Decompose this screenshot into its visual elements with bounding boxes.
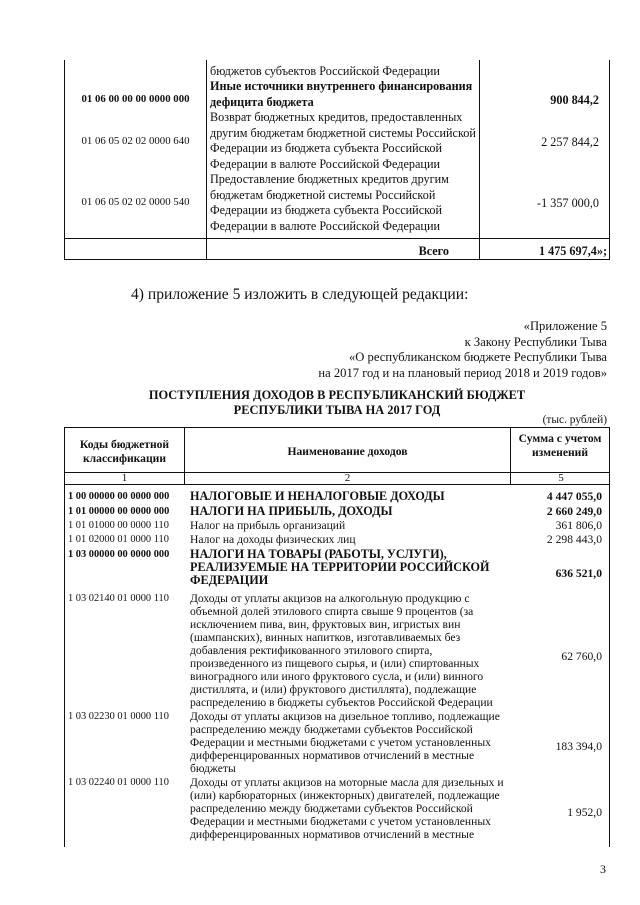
table-cell-code: 01 06 00 00 00 0000 000 — [81, 93, 190, 105]
appendix-header — [318, 319, 607, 381]
row-divider — [65, 238, 609, 239]
row-code: 1 00 00000 00 0000 000 — [68, 491, 170, 502]
units-label: (тыс. рублей) — [542, 414, 607, 426]
row-name: НАЛОГИ НА ТОВАРЫ (РАБОТЫ, УСЛУГИ), РЕАЛИЗУЕМЫЕ НА ТЕРРИТОРИИ РОССИЙСКОЙ ФЕДЕРАЦИИ — [190, 547, 490, 587]
row-code: 1 03 02230 01 0000 110 — [68, 711, 169, 722]
total-label: Всего — [418, 244, 449, 258]
row-name: Доходы от уплаты акцизов на моторные масла для дизельных и (или) карбюраторных (инжекторных) двигателей, подлежащие распределению между бюджетами субъектов Российской Федерации и местными бюджетами с учетом установленных дифференцированных нормативов отчислений в местные — [190, 776, 504, 841]
table-cell-name: Иные источники внутреннего финансирования дефицита бюджета — [210, 79, 473, 109]
page-number: 3 — [600, 862, 606, 876]
title-line: ПОСТУПЛЕНИЯ ДОХОДОВ В РЕСПУБЛИКАНСКИЙ БЮДЖЕТ — [148, 388, 526, 402]
row-code: 1 03 02140 01 0000 110 — [68, 593, 169, 604]
row-value: 62 760,0 — [561, 650, 602, 663]
table-cell-value: 2 257 844,2 — [541, 135, 599, 149]
table-cell-code: 01 06 05 02 02 0000 640 — [81, 135, 190, 147]
row-code: 1 01 01000 00 0000 110 — [68, 520, 169, 531]
row-value: 636 521,0 — [555, 567, 602, 580]
row-name: Доходы от уплаты акцизов на дизельное топливо, подлежащие распределению между бюджетами субъектов Российской Федерации и местными бюджетами с учетом установленных дифференцированных нормативов отчислений в местные бюджеты — [190, 710, 500, 775]
row-name: НАЛОГИ НА ПРИБЫЛЬ, ДОХОДЫ — [190, 504, 393, 518]
header-codes: Коды бюджетной классификации — [79, 438, 170, 465]
row-code: 1 03 00000 00 0000 000 — [68, 549, 170, 560]
column-divider — [479, 60, 480, 259]
appendix-line: «О республиканском бюджете Республики Тыва — [349, 350, 607, 364]
row-code: 1 01 00000 00 0000 000 — [68, 506, 170, 517]
table-cell-name: Возврат бюджетных кредитов, предоставленных другим бюджетам бюджетной системы Российской Федерации из бюджета субъекта Российской Федерации в валюте Российской Федерации — [210, 110, 476, 171]
row-value: 183 394,0 — [555, 740, 602, 753]
table-cell-value: -1 357 000,0 — [537, 196, 599, 210]
row-name: Налог на доходы физических лиц — [190, 533, 356, 546]
total-value: 1 475 697,4»; — [538, 244, 607, 258]
appendix-line: «Приложение 5 — [523, 319, 607, 333]
table-cell-code: 01 06 05 02 02 0000 540 — [81, 196, 190, 208]
page-title — [64, 388, 610, 418]
table-cell-value: 900 844,2 — [550, 93, 599, 107]
table-cell-name: бюджетов субъектов Российской Федерации — [210, 64, 440, 78]
col-number: 1 — [121, 472, 128, 484]
header-name: Наименование доходов — [287, 445, 408, 458]
row-name: НАЛОГОВЫЕ И НЕНАЛОГОВЫЕ ДОХОДЫ — [190, 489, 445, 503]
revenue-table — [64, 427, 610, 847]
row-code: 1 01 02000 01 0000 110 — [68, 534, 169, 545]
row-value: 2 298 443,0 — [546, 533, 602, 546]
appendix-line: к Закону Республики Тыва — [464, 334, 607, 349]
row-name: Налог на прибыль организаций — [190, 519, 346, 532]
row-code: 1 03 02240 01 0000 110 — [68, 777, 169, 788]
row-name: Доходы от уплаты акцизов на алкогольную продукцию с объемной долей этилового спирта свыше 9 процентов (за исключением пива, вин, фруктовых вин, игристых вин (шампанских), винных напитков, изготавливаемых без добавления ректификованного этилового спирта, произведенного из пищевого сырья, и (или) спиртованных виноградного или иного фруктового сусла, и (или) винного дистиллята, и (или) фруктового дистиллята), подлежащие распределению в бюджеты субъектов Российской Федерации — [190, 592, 493, 709]
row-value: 1 952,0 — [567, 806, 602, 819]
header-sum: Сумма с учетом изменений — [518, 432, 602, 459]
row-divider — [65, 484, 609, 485]
title-line: РЕСПУБЛИКИ ТЫВА НА 2017 ГОД — [233, 403, 441, 417]
col-number: 5 — [558, 472, 564, 484]
table-cell-name: Предоставление бюджетных кредитов другим бюджетам бюджетной системы Российской Федерации из бюджета субъекта Российской Федерации в валюте Российской Федерации — [210, 172, 449, 233]
col-number: 2 — [344, 472, 351, 484]
row-value: 4 447 055,0 — [546, 490, 602, 503]
row-value: 361 806,0 — [555, 519, 602, 532]
instruction-text: 4) приложение 5 изложить в следующей редакции: — [131, 286, 469, 303]
continued-sources-table — [64, 60, 610, 260]
row-value: 2 660 249,0 — [546, 505, 602, 518]
appendix-line: на 2017 год и на плановый период 2018 и 2019 годов» — [318, 365, 607, 380]
